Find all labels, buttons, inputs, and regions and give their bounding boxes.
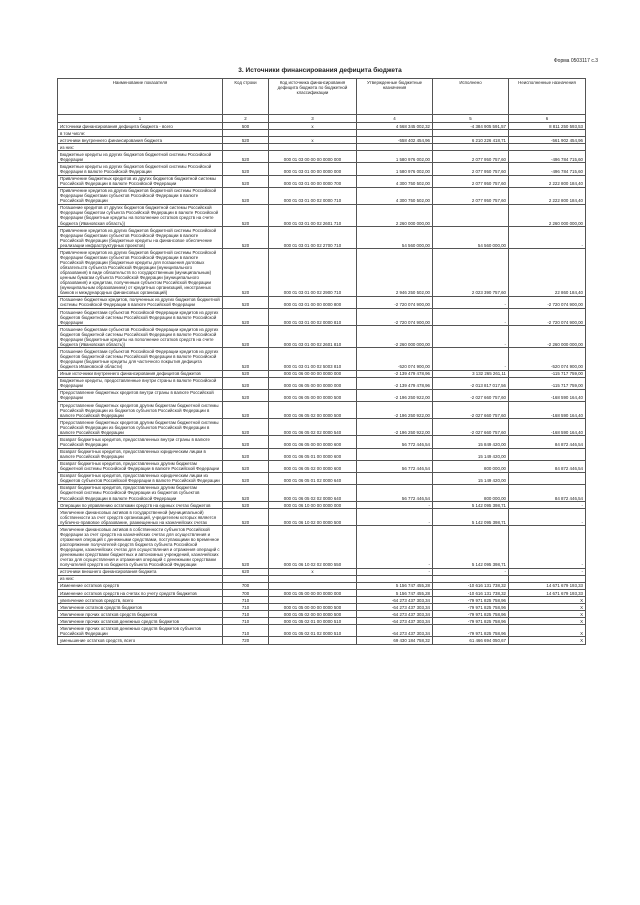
row-name: Возврат бюджетных кредитов, предоставленных юридическим лицам из бюджетов субъектов Российской Федерации в валюте Российской Федерации	[58, 472, 223, 484]
row-executed: 15 149 420,00	[433, 472, 509, 484]
row-approved: -558 402 454,96	[357, 137, 433, 144]
header-approved: Утвержденные бюджетные назначения	[357, 79, 433, 115]
row-source-code: 000 01 06 05 01 00 0000 600	[269, 448, 357, 460]
row-line-code: 520	[223, 370, 269, 377]
row-line-code: 520	[223, 175, 269, 187]
header-name: Наименование показателя	[58, 79, 223, 115]
row-approved: -2 196 250 922,00	[357, 419, 433, 436]
row-executed: -	[433, 568, 509, 575]
table-row	[58, 163, 586, 175]
row-approved: -2 260 000 000,00	[357, 326, 433, 348]
column-number: 3	[269, 115, 357, 123]
row-source-code: 000 01 06 05 00 00 0000 600	[269, 436, 357, 448]
row-executed: 15 849 420,00	[433, 436, 509, 448]
row-line-code: 520	[223, 249, 269, 297]
row-approved: -	[357, 568, 433, 575]
table-row	[58, 151, 586, 163]
row-source-code	[269, 130, 357, 137]
row-remaining: -2 260 000 000,00	[509, 326, 586, 348]
row-source-code: 000 01 05 00 00 00 0000 500	[269, 604, 357, 611]
row-source-code: 000 01 06 00 00 00 0000 000	[269, 370, 357, 377]
row-approved: 5 156 747 455,28	[357, 582, 433, 589]
table-row	[58, 575, 586, 582]
table-row	[58, 509, 586, 526]
row-executed: 2 077 950 757,60	[433, 187, 509, 204]
row-name: Бюджетные кредиты из других бюджетов бюджетной системы Российской Федерации в валюте Российской Федерации	[58, 163, 223, 175]
row-remaining: -496 784 715,60	[509, 163, 586, 175]
row-line-code	[223, 130, 269, 137]
row-executed: 61 466 694 050,67	[433, 637, 509, 644]
row-executed: -79 971 825 758,96	[433, 625, 509, 637]
row-name: уменьшение остатков средств, всего	[58, 637, 223, 644]
row-line-code: 710	[223, 611, 269, 618]
row-source-code: 000 01 03 01 00 02 5003 810	[269, 348, 357, 370]
row-remaining: X	[509, 597, 586, 604]
column-number-row	[58, 115, 586, 123]
table-row	[58, 377, 586, 389]
row-name: из них:	[58, 575, 223, 582]
table-row	[58, 249, 586, 297]
row-line-code: 520	[223, 227, 269, 249]
row-name: из них:	[58, 144, 223, 151]
row-approved	[357, 575, 433, 582]
row-executed: 5 142 095 398,71	[433, 526, 509, 569]
row-line-code: 520	[223, 296, 269, 308]
row-line-code: 520	[223, 151, 269, 163]
table-row	[58, 582, 586, 589]
row-executed	[433, 204, 509, 226]
row-name: Изменение остатков средств	[58, 582, 223, 589]
table-row	[58, 597, 586, 604]
table-row	[58, 130, 586, 137]
row-name: Привлечение бюджетных кредитов из других бюджетов бюджетной системы Российской Федерации в валюте Российской Федерации	[58, 175, 223, 187]
table-row	[58, 348, 586, 370]
row-executed: -79 971 825 758,96	[433, 611, 509, 618]
row-name: Погашение бюджетами субъектов Российской Федерации кредитов из других бюджетов бюджетной системы Российской Федерации в валюте Российской Федерации (бюджетные кредиты на пополнение остатков средств на счете бюджета (Ивановская область))	[58, 326, 223, 348]
row-source-code: 000 01 05 02 01 02 0000 510	[269, 625, 357, 637]
row-remaining	[509, 130, 586, 137]
row-name: Погашение бюджетных кредитов, полученных из других бюджетов бюджетной системы Российской Федерации в валюте Российской Федерации	[58, 296, 223, 308]
row-remaining	[509, 575, 586, 582]
row-line-code: 520	[223, 377, 269, 389]
row-source-code: 000 01 03 01 00 00 0000 000	[269, 163, 357, 175]
row-remaining: -	[509, 509, 586, 526]
row-line-code: 520	[223, 326, 269, 348]
row-approved	[357, 144, 433, 151]
row-remaining: -	[509, 502, 586, 509]
row-source-code	[269, 637, 357, 644]
row-approved: -2 139 479 478,96	[357, 377, 433, 389]
form-code: Форма 0503117 с.3	[553, 58, 598, 64]
row-executed: -	[433, 296, 509, 308]
row-remaining: X	[509, 618, 586, 625]
row-remaining: -2 720 074 900,00	[509, 309, 586, 326]
row-name: Увеличение прочих остатков денежных средств бюджетов субъектов Российской Федерации	[58, 625, 223, 637]
row-name: источники внутреннего финансирования бюджета	[58, 137, 223, 144]
row-remaining: -168 590 164,40	[509, 402, 586, 419]
table-row	[58, 502, 586, 509]
row-remaining: -561 902 454,96	[509, 137, 586, 144]
column-number: 1	[58, 115, 223, 123]
row-line-code: 520	[223, 509, 269, 526]
table-row	[58, 604, 586, 611]
row-line-code: 620	[223, 568, 269, 575]
row-approved: -64 273 437 303,34	[357, 618, 433, 625]
row-executed: 3 132 265 261,11	[433, 370, 509, 377]
row-executed: -4 384 905 591,57	[433, 123, 509, 130]
row-executed: 800 000,00	[433, 484, 509, 501]
row-approved: -2 720 074 900,00	[357, 296, 433, 308]
row-line-code: 520	[223, 502, 269, 509]
table-row	[58, 296, 586, 308]
row-approved: 2 260 000 000,00	[357, 204, 433, 226]
row-name: Возврат бюджетных кредитов, предоставленных юридическим лицам в валюте Российской Федерации	[58, 448, 223, 460]
row-source-code: 000 01 03 01 00 00 0000 800	[269, 296, 357, 308]
row-line-code: 520	[223, 204, 269, 226]
row-source-code: 000 01 06 05 00 00 0000 000	[269, 377, 357, 389]
row-approved	[357, 448, 433, 460]
table-row	[58, 389, 586, 401]
table-row	[58, 326, 586, 348]
row-line-code	[223, 144, 269, 151]
row-name: Бюджетные кредиты, предоставленные внутри страны в валюте Российской Федерации	[58, 377, 223, 389]
row-name: Возврат бюджетных кредитов, предоставленных другим бюджетам бюджетной системы Российской Федерации в валюте Российской Федерации	[58, 460, 223, 472]
row-source-code: 000 01 06 10 02 00 0000 500	[269, 509, 357, 526]
row-remaining: 84 872 446,54	[509, 484, 586, 501]
row-approved: -2 196 250 922,00	[357, 402, 433, 419]
row-approved: -2 139 479 478,96	[357, 370, 433, 377]
row-remaining: 8 811 250 593,53	[509, 123, 586, 130]
table-row	[58, 144, 586, 151]
row-name: Источники финансирования дефицита бюджета - всего	[58, 123, 223, 130]
row-name: Бюджетные кредиты из других бюджетов бюджетной системы Российской Федерации	[58, 151, 223, 163]
row-line-code: 520	[223, 402, 269, 419]
row-line-code: 520	[223, 348, 269, 370]
row-line-code: 520	[223, 436, 269, 448]
table-row	[58, 472, 586, 484]
row-remaining: 14 671 679 193,33	[509, 582, 586, 589]
row-approved: -64 273 437 303,34	[357, 625, 433, 637]
row-source-code	[269, 582, 357, 589]
row-approved: 2 946 250 502,00	[357, 249, 433, 297]
table-row	[58, 370, 586, 377]
row-executed: -2 027 660 757,60	[433, 402, 509, 419]
table-row	[58, 625, 586, 637]
row-source-code: 000 01 06 10 02 02 0000 550	[269, 526, 357, 569]
row-line-code: 520	[223, 448, 269, 460]
row-source-code: 000 01 03 01 00 02 2700 710	[269, 227, 357, 249]
sources-table	[57, 78, 586, 645]
row-remaining	[509, 144, 586, 151]
table-row	[58, 611, 586, 618]
row-source-code: 000 01 05 00 00 00 0000 000	[269, 590, 357, 597]
row-approved: -64 273 437 303,34	[357, 597, 433, 604]
row-line-code: 500	[223, 123, 269, 130]
table-row	[58, 402, 586, 419]
row-source-code: 000 01 06 05 02 00 0000 600	[269, 460, 357, 472]
row-line-code: 710	[223, 604, 269, 611]
row-name: Привлечение кредитов из других бюджетов бюджетной системы Российской Федерации бюджетами субъектов Российской Федерации в валюте Российской Федерации (бюджетные кредиты для погашения долговых обязательств субъекта Российской Федерации (муниципального образования) в виде обязательств по государственным (муниципальным) ценным бумагам субъекта Российской Федерации (муниципального образования) и кредитам, полученным субъектом Российской Федерации (муниципальным образованием) от кредитных организаций, иностранных банков и международных финансовых организаций)	[58, 249, 223, 297]
row-approved: -64 273 437 303,34	[357, 604, 433, 611]
row-approved: -520 074 900,00	[357, 348, 433, 370]
table-row	[58, 568, 586, 575]
row-executed: -2 013 817 017,56	[433, 377, 509, 389]
row-remaining: -168 590 164,40	[509, 419, 586, 436]
column-number: 5	[433, 115, 509, 123]
row-name: Привлечение кредитов из других бюджетов бюджетной системы Российской Федерации бюджетами субъектов Российской Федерации в валюте Российской Федерации	[58, 187, 223, 204]
row-source-code	[269, 575, 357, 582]
row-line-code: 710	[223, 597, 269, 604]
row-source-code: 000 01 06 05 02 02 0000 640	[269, 484, 357, 501]
row-line-code: 520	[223, 137, 269, 144]
row-line-code: 520	[223, 526, 269, 569]
row-name: Иные источники внутреннего финансирования дефицитов бюджетов	[58, 370, 223, 377]
table-row	[58, 204, 586, 226]
row-executed: -	[433, 309, 509, 326]
column-number: 4	[357, 115, 433, 123]
header-executed: Исполнено	[433, 79, 509, 115]
row-executed: -2 027 660 757,60	[433, 419, 509, 436]
row-remaining: -115 717 759,00	[509, 377, 586, 389]
row-source-code: 000 01 03 01 00 02 0000 810	[269, 309, 357, 326]
row-executed: -2 027 660 757,60	[433, 389, 509, 401]
row-executed	[433, 575, 509, 582]
row-executed	[433, 130, 509, 137]
row-remaining: 2 222 800 184,40	[509, 175, 586, 187]
row-name: Увеличение прочих остатков средств бюджетов	[58, 611, 223, 618]
row-line-code: 520	[223, 309, 269, 326]
document-title: 3. Источники финансирования дефицита бюджета	[238, 67, 402, 74]
table-row	[58, 460, 586, 472]
row-executed: -	[433, 326, 509, 348]
row-executed: -79 971 825 758,96	[433, 618, 509, 625]
header-remaining: Неисполненные назначения	[509, 79, 586, 115]
row-name: Погашение бюджетами субъектов Российской Федерации кредитов из других бюджетов бюджетной системы Российской Федерации в валюте Российской Федерации (бюджетные кредиты для частичного покрытия дефицита бюджета Ивановской области)	[58, 348, 223, 370]
row-name: Погашение кредитов от других бюджетов бюджетной системы Российской Федерации бюджетом субъекта Российской Федерации в валюте Российской Федерации (бюджетные кредиты на пополнение остатков средств на счете бюджета (Ивановская область))	[58, 204, 223, 226]
row-name: Увеличение прочих остатков денежных средств бюджетов	[58, 618, 223, 625]
row-source-code: 000 01 06 05 02 00 0000 500	[269, 402, 357, 419]
row-approved: -2 196 250 922,00	[357, 389, 433, 401]
row-name: Предоставление бюджетных кредитов другим бюджетам бюджетной системы Российской Федерации из бюджетов субъектов Российской Федерации в валюте Российской Федерации	[58, 402, 223, 419]
row-executed: 6 210 226 418,71	[433, 137, 509, 144]
table-row	[58, 618, 586, 625]
row-name: Возврат бюджетных кредитов, предоставленных другим бюджетам бюджетной системы Российской Федерации из бюджетов субъектов Российской Федерации в валюте Российской Федерации	[58, 484, 223, 501]
row-executed: -10 616 131 738,32	[433, 582, 509, 589]
table-row	[58, 484, 586, 501]
row-remaining: -496 784 715,60	[509, 151, 586, 163]
row-approved: 1 580 976 002,00	[357, 151, 433, 163]
row-source-code: 000 01 06 05 00 00 0000 500	[269, 389, 357, 401]
table-row	[58, 419, 586, 436]
row-remaining: -2 720 074 900,00	[509, 296, 586, 308]
row-approved	[357, 130, 433, 137]
row-name: увеличение остатков средств, всего	[58, 597, 223, 604]
row-name: Увеличение остатков средств бюджетов	[58, 604, 223, 611]
row-remaining: 14 671 679 193,33	[509, 590, 586, 597]
row-executed: -	[433, 348, 509, 370]
row-line-code: 700	[223, 590, 269, 597]
row-source-code: x	[269, 568, 357, 575]
row-line-code	[223, 575, 269, 582]
row-name: Изменение остатков средств на счетах по учету средств бюджетов	[58, 590, 223, 597]
row-approved: 56 772 446,54	[357, 436, 433, 448]
row-executed: 2 077 950 757,60	[433, 151, 509, 163]
row-executed: 800 000,00	[433, 460, 509, 472]
header-row	[58, 79, 586, 115]
row-line-code: 700	[223, 582, 269, 589]
row-line-code: 710	[223, 625, 269, 637]
row-remaining: X	[509, 625, 586, 637]
table-row	[58, 526, 586, 569]
row-source-code	[269, 144, 357, 151]
table-row	[58, 448, 586, 460]
row-name: Увеличение финансовых активов в собственности субъектов Российской Федерации за счет средств на казначейских счетах для осуществления и отражения операций с денежными средствами, поступающими во временное распоряжение получателей средств бюджета субъекта Российской Федерации, казначейских счетах для осуществления и отражения операций с денежными средствами бюджетных и автономных учреждений, казначейских счетах для осуществления и отражения операций с денежными средствами получателей средств из бюджета субъекта Российской Федерации	[58, 526, 223, 569]
row-source-code: 000 01 05 02 00 00 0000 500	[269, 611, 357, 618]
row-approved: 5 156 747 455,28	[357, 590, 433, 597]
row-line-code: 520	[223, 419, 269, 436]
table-row	[58, 227, 586, 249]
row-approved: -2 720 074 900,00	[357, 309, 433, 326]
row-executed: 2 023 390 757,60	[433, 249, 509, 297]
table-row	[58, 137, 586, 144]
row-source-code: 000 01 03 01 00 02 2900 710	[269, 249, 357, 297]
row-remaining: X	[509, 637, 586, 644]
row-approved: 4 300 750 502,00	[357, 187, 433, 204]
row-line-code: 520	[223, 163, 269, 175]
row-executed: 2 077 950 757,60	[433, 175, 509, 187]
row-executed: 15 149 420,00	[433, 448, 509, 460]
row-remaining: X	[509, 611, 586, 618]
table-row	[58, 123, 586, 130]
row-approved: 56 772 446,54	[357, 484, 433, 501]
row-remaining	[509, 448, 586, 460]
table-row	[58, 590, 586, 597]
row-remaining: -	[509, 568, 586, 575]
row-remaining: 2 260 000 000,00	[509, 204, 586, 226]
table-body	[58, 123, 586, 645]
column-number: 2	[223, 115, 269, 123]
row-executed: -79 971 825 758,96	[433, 604, 509, 611]
row-source-code: x	[269, 123, 357, 130]
row-source-code: 000 01 05 02 01 00 0000 510	[269, 618, 357, 625]
row-remaining: 2 222 800 184,40	[509, 187, 586, 204]
row-line-code: 520	[223, 187, 269, 204]
row-approved: 54 560 000,00	[357, 227, 433, 249]
header-source-code: Код источника финансирования дефицита бюджета по бюджетной классификации	[269, 79, 357, 115]
column-number: 6	[509, 115, 586, 123]
table-row	[58, 187, 586, 204]
table-row	[58, 637, 586, 644]
row-name: Увеличение финансовых активов в государственной (муниципальной) собственности за счет средств организаций, учредителем которых является публично-правовое образование, размещенных на казначейских счетах	[58, 509, 223, 526]
row-remaining: -115 717 759,00	[509, 370, 586, 377]
row-remaining: -	[509, 526, 586, 569]
row-name: в том числе:	[58, 130, 223, 137]
row-executed	[433, 144, 509, 151]
row-executed: 5 142 095 398,71	[433, 509, 509, 526]
row-approved: -64 273 437 303,34	[357, 611, 433, 618]
row-executed: -79 971 825 758,96	[433, 597, 509, 604]
row-source-code: 000 01 03 01 00 02 2601 810	[269, 326, 357, 348]
row-source-code: 000 01 03 01 00 02 2601 710	[269, 204, 357, 226]
row-remaining: -	[509, 227, 586, 249]
row-remaining: 84 872 446,54	[509, 460, 586, 472]
row-approved: 69 430 184 758,32	[357, 637, 433, 644]
row-line-code: 520	[223, 460, 269, 472]
row-source-code: 000 01 06 05 02 02 0000 540	[269, 419, 357, 436]
row-line-code: 520	[223, 484, 269, 501]
row-name: Предоставление бюджетных кредитов внутри страны в валюте Российской Федерации	[58, 389, 223, 401]
row-line-code: 520	[223, 472, 269, 484]
row-remaining	[509, 472, 586, 484]
row-executed: 2 077 950 757,60	[433, 163, 509, 175]
row-approved: 4 300 750 502,00	[357, 175, 433, 187]
row-approved: 4 568 345 002,32	[357, 123, 433, 130]
row-source-code: 000 01 03 00 00 00 0000 000	[269, 151, 357, 163]
row-name: Предоставление бюджетных кредитов другим бюджетам бюджетной системы Российской Федерации из бюджетов субъектов Российской Федерации в валюте Российской Федерации	[58, 419, 223, 436]
row-name: Привлечение кредитов из других бюджетов бюджетной системы Российской Федерации бюджетами субъектов Российской Федерации в валюте Российской Федерации (бюджетные кредиты на финансовое обеспечение реализации инфраструктурных проектов)	[58, 227, 223, 249]
row-source-code: 000 01 06 05 01 02 0000 640	[269, 472, 357, 484]
row-approved: 1 580 976 002,00	[357, 163, 433, 175]
row-approved	[357, 472, 433, 484]
row-remaining: -520 074 900,00	[509, 348, 586, 370]
row-remaining: X	[509, 604, 586, 611]
row-source-code: 000 01 06 10 00 00 0000 000	[269, 502, 357, 509]
row-name: Погашение бюджетами субъектов Российской Федерации кредитов из других бюджетов бюджетной системы Российской Федерации в валюте Российской Федерации	[58, 309, 223, 326]
row-remaining: 84 872 446,54	[509, 436, 586, 448]
row-line-code: 520	[223, 389, 269, 401]
row-executed: 5 142 095 398,71	[433, 502, 509, 509]
row-approved: -	[357, 502, 433, 509]
row-line-code: 720	[223, 637, 269, 644]
row-remaining: -168 590 164,40	[509, 389, 586, 401]
row-executed: 54 560 000,00	[433, 227, 509, 249]
row-name: Возврат бюджетных кредитов, предоставленных внутри страны в валюте Российской Федерации	[58, 436, 223, 448]
row-approved: -	[357, 526, 433, 569]
table-row	[58, 309, 586, 326]
table-row	[58, 175, 586, 187]
row-name: источники внешнего финансирования бюджета	[58, 568, 223, 575]
row-remaining: 22 860 184,40	[509, 249, 586, 297]
row-approved: -	[357, 509, 433, 526]
row-approved: 56 772 446,54	[357, 460, 433, 472]
table-row	[58, 436, 586, 448]
header-line-code: Код строки	[223, 79, 269, 115]
row-name: Операции по управлению остатками средств на единых счетах бюджетов	[58, 502, 223, 509]
row-source-code	[269, 597, 357, 604]
row-source-code: 000 01 03 01 00 02 0000 710	[269, 187, 357, 204]
row-source-code: x	[269, 137, 357, 144]
row-source-code: 000 01 03 01 00 00 0000 700	[269, 175, 357, 187]
row-executed: -10 616 131 738,32	[433, 590, 509, 597]
row-line-code: 710	[223, 618, 269, 625]
